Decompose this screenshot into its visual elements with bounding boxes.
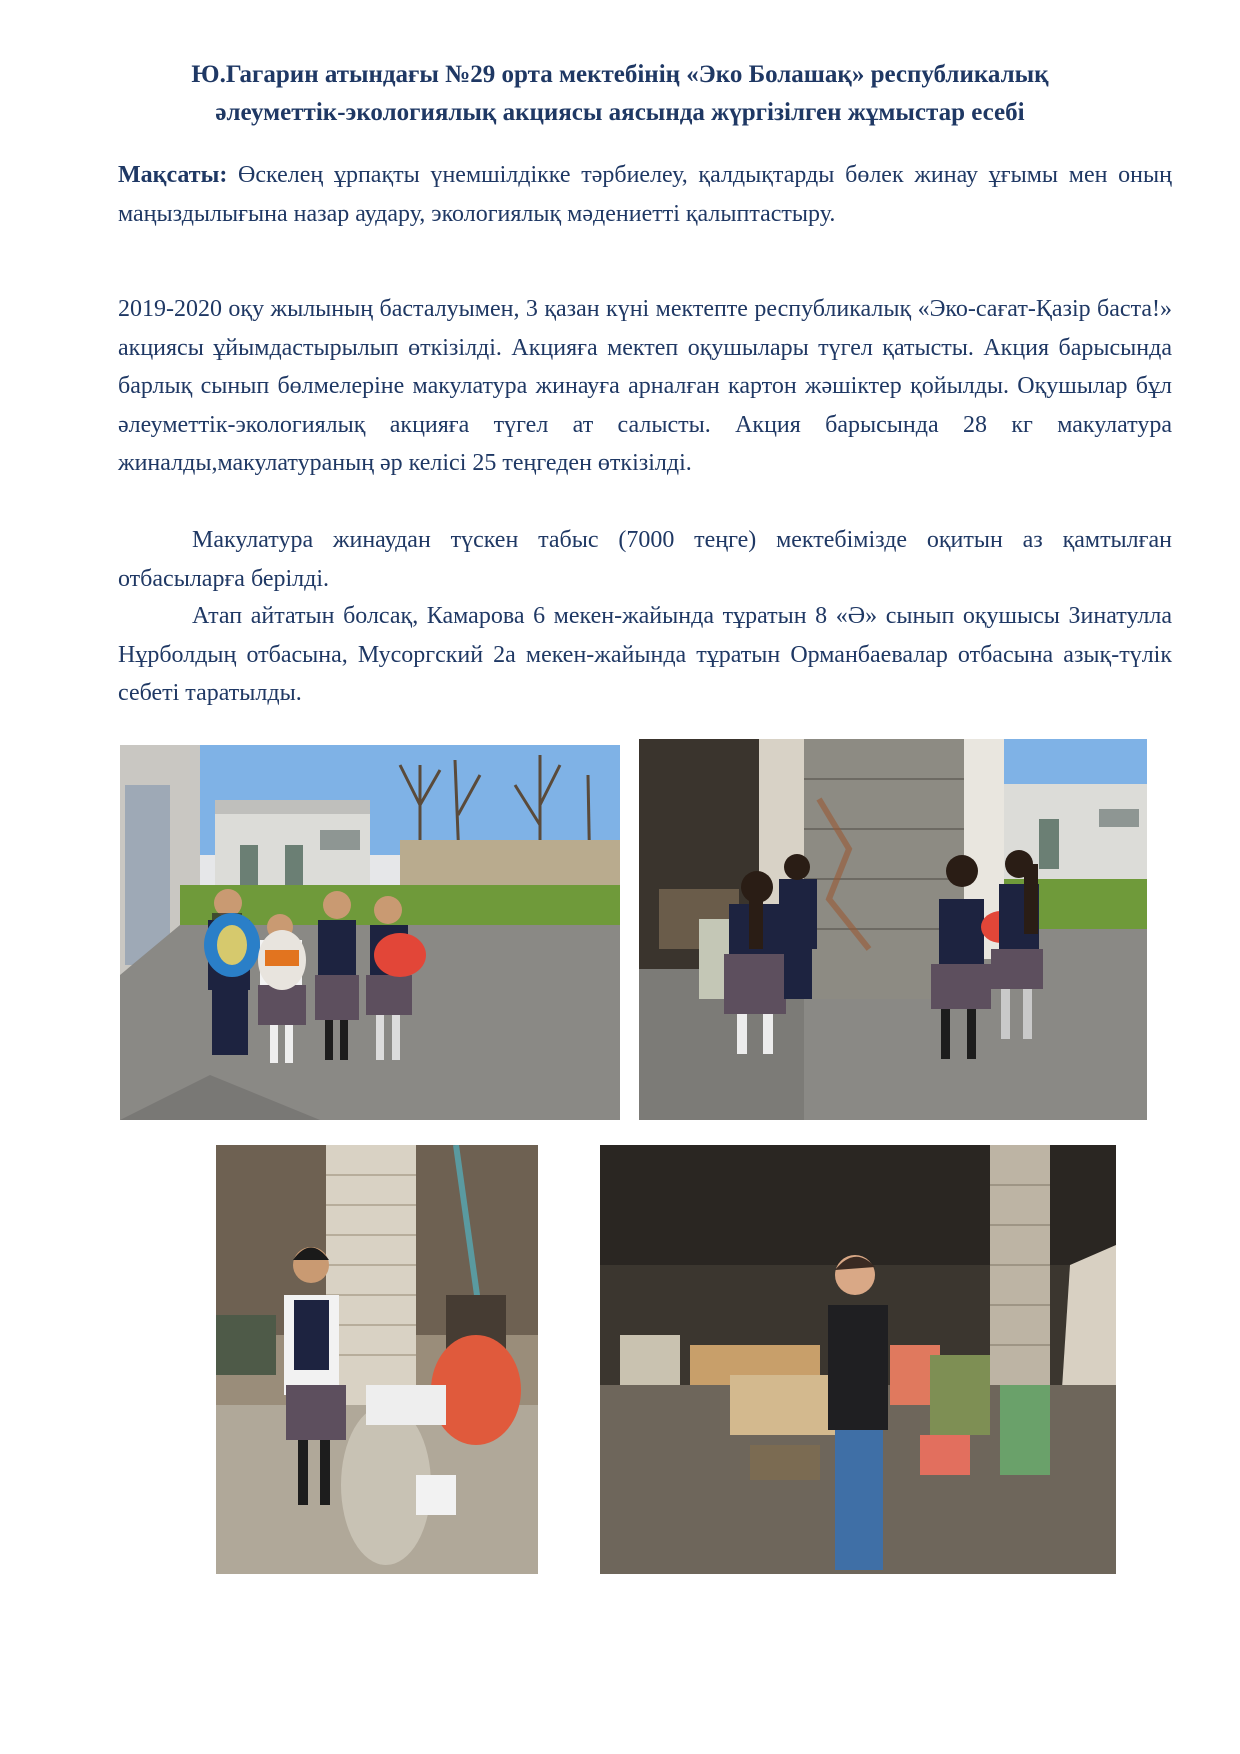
photo-girl-storage-image bbox=[216, 1145, 538, 1574]
photo-students-yard-image bbox=[120, 745, 620, 1120]
title-line-2: әлеуметтік-экологиялық акциясы аясында жүргізілген жұмыстар есебі bbox=[215, 99, 1025, 126]
goal-label: Мақсаты: bbox=[118, 162, 228, 188]
photo-man-storage bbox=[600, 1145, 1116, 1574]
goal-text: Өскелең ұрпақты үнемшілдікке тәрбиелеу, қалдықтарды бөлек жинау ұғымы мен оның маңыздылығына назар аудару, экологиялық мәдениетті қалыптастыру. bbox=[118, 162, 1172, 227]
paragraph-income: Макулатура жинаудан түскен табыс (7000 теңге) мектебімізде оқитын аз қамтылған отбасыларға берілді. bbox=[118, 527, 1172, 592]
paragraph-families: Атап айтатын болсақ, Камарова 6 мекен-жайында тұратын 8 «Ә» сынып оқушысы Зинатулла Нұрболдың отбасына, Мусоргский 2а мекен-жайында тұратын Орманбаевалар отбасына азық-түлік себеті таратылды. bbox=[118, 603, 1172, 706]
photo-girl-storage bbox=[216, 1145, 538, 1574]
paragraph-campaign: 2019-2020 оқу жылының басталуымен, 3 қазан күні мектепте республикалық «Эко-сағат-Қазір баста!» акциясы ұйымдастырылып өткізілді. Акцияға мектеп оқушылары түгел қатысты. Акция барысында барлық сынып бөлмелеріне макулатура жинауға арналған картон жәшіктер қойылды. Оқушылар бұл әлеуметтік-экологиялық акцияға түгел ат салысты. Акция барысында 28 кг макулатура жиналды,макулатураның әр келісі 25 теңгеден өткізілді. bbox=[118, 296, 1172, 476]
goal-paragraph bbox=[118, 156, 1172, 233]
photo-man-storage-image bbox=[600, 1145, 1116, 1574]
title-line-1: Ю.Гагарин атындағы №29 орта мектебінің «Эко Болашақ» республикалық bbox=[191, 61, 1049, 88]
document-title bbox=[100, 56, 1140, 132]
photo-students-gate bbox=[639, 739, 1147, 1120]
photo-students-gate-image bbox=[639, 739, 1147, 1120]
photo-students-yard bbox=[120, 745, 620, 1120]
